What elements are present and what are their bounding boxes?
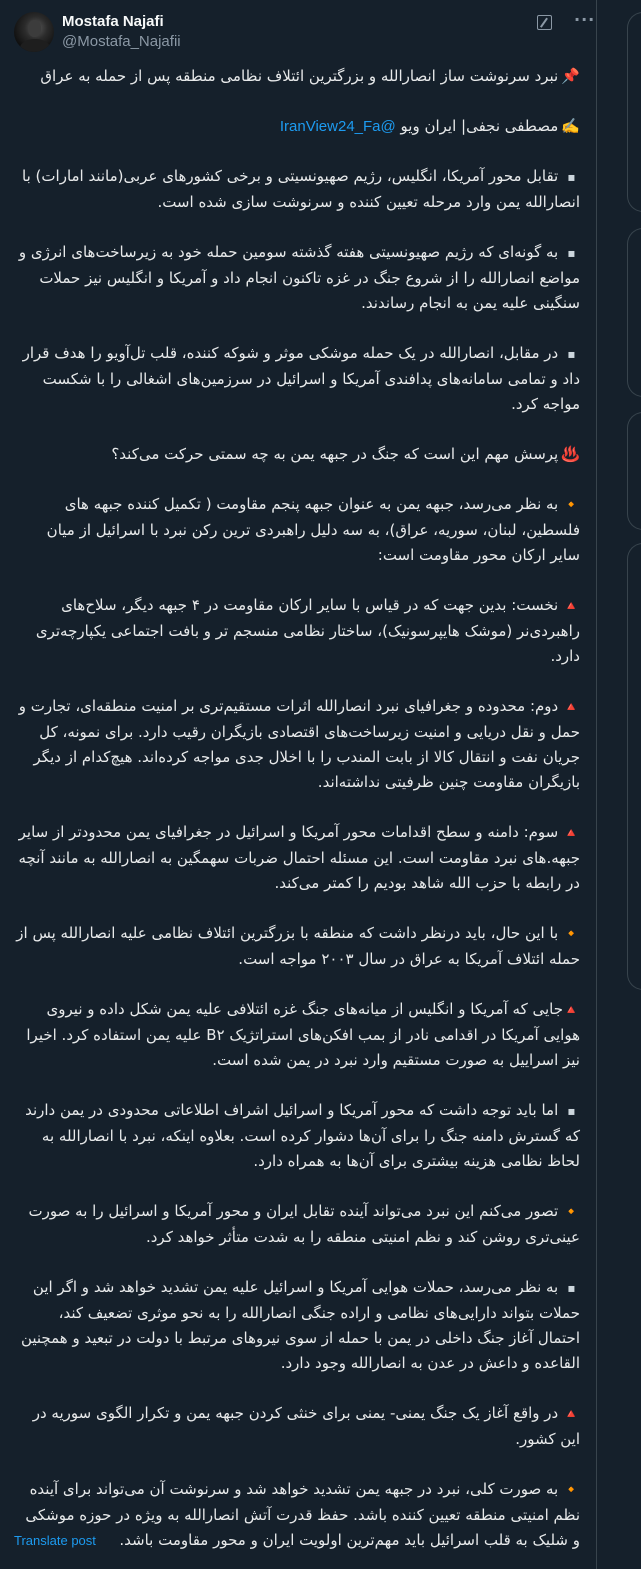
- paragraph-text: به نظر می‌رسد، جبهه یمن به عنوان جبهه پنجم مقاومت ( تکمیل کننده جبهه های فلسطین، لبنان، سوریه، عراق)، به سه دلیل راهبردی ترین رکن نبرد با اسرائیل از میان سایر ارکان محور مقاومت است:: [46, 495, 580, 564]
- author-names[interactable]: [62, 12, 181, 52]
- paragraph-text: اما باید توجه داشت که محور آمریکا و اسرائیل اشراف اطلاعاتی محدودی در یمن دارند که گسترش دامنه جنگ را برای آن‌ها دشوار کرده است. بعلاوه اینکه، نبرد با انصارالله به لحاظ نظامی هزینه بیشتری برای آن‌ها به همراه دارد.: [25, 1101, 580, 1170]
- translate-post-link[interactable]: Translate post: [14, 1533, 96, 1548]
- paragraph-text: در مقابل، انصارالله در یک حمله موشکی موثر و شوکه کننده، قلب تل‌آویو را هدف قرار داد و تمامی سامانه‌های پدافندی آمریکا و اسرائیل در سرزمین‌های اشغالی را با شکست مواجه کرد.: [22, 344, 580, 413]
- orange-diamond-icon: 🔸: [562, 926, 580, 942]
- avatar-shoulders-shape: [20, 39, 50, 52]
- paragraph-text: جایی که آمریکا و انگلیس از میانه‌های جنگ غزه ائتلافی علیه یمن شکل داده و نیروی هوایی آمریکا در اقدامی نادر از بمب افکن‌های استراتژیک B۲ علیه یمن استفاده کرد. اخیرا نیز اسراییل به صورت مستقیم وارد نبرد در یمن شده است.: [26, 1000, 580, 1069]
- column-divider: [596, 0, 597, 1569]
- sidebar-panel: [627, 412, 641, 530]
- red-triangle-icon: 🔺: [563, 1003, 580, 1018]
- red-triangle-icon: 🔺: [563, 700, 580, 715]
- square-bullet-icon: ▪: [567, 170, 576, 184]
- tweet-paragraph: [14, 64, 580, 89]
- paragraph-text: سوم: دامنه و سطح اقدامات محور آمریکا و اسرائیل در جغرافیای یمن محدودتر از سایر جبهه.های نبرد مقاومت است. این مسئله احتمال ضربات سهمگین به انصارالله به مانند آنچه در رابطه با حزب الله شاهد بودیم را کمتر می‌کند.: [18, 823, 580, 892]
- author-handle[interactable]: @Mostafa_Najafii: [62, 33, 181, 50]
- avatar-face-shape: [28, 20, 41, 37]
- tweet-header: [14, 10, 596, 52]
- tweet-paragraph: [14, 694, 580, 795]
- tweet-paragraph: [14, 921, 580, 972]
- mention-link[interactable]: @IranView24_Fa: [279, 118, 396, 135]
- sidebar-panel: [627, 228, 641, 397]
- author-display-name[interactable]: Mostafa Najafi: [62, 13, 164, 30]
- tweet-paragraph: [14, 997, 580, 1073]
- paragraph-text: دوم: محدوده و جغرافیای نبرد انصارالله اثرات مستقیم‌تری بر امنیت منطقه‌ای، تجارت و حمل و نقل دریایی و امنیت زیرساخت‌های اقتصادی بازیگران رقیب دارد. برای نمونه، کل جریان نفت و انتقال کالا از بابت المندب را با اخلال جدی مواجه کرده‌اند. هیچ‌کدام از دیگر بازیگران مقاومت چنین ظرفیتی نداشته‌اند.: [18, 697, 580, 791]
- tweet-paragraph: [14, 1098, 580, 1174]
- square-bullet-icon: ▪: [567, 1104, 576, 1118]
- more-icon[interactable]: ···: [574, 10, 596, 29]
- tweet-paragraph: [14, 114, 580, 139]
- pin-icon: 📌: [561, 67, 580, 85]
- tweet-paragraph: [14, 240, 580, 316]
- paragraph-text: نبرد سرنوشت ساز انصارالله و بزرگترین ائتلاف نظامی منطقه پس از حمله به عراق: [40, 67, 563, 85]
- hot-springs-icon: ♨️: [561, 445, 580, 463]
- square-bullet-icon: ▪: [567, 347, 576, 361]
- tweet-paragraph: [14, 1275, 580, 1376]
- square-bullet-icon: ▪: [567, 1281, 576, 1295]
- tweet-paragraph: [14, 593, 580, 669]
- orange-diamond-icon: 🔸: [562, 1204, 580, 1220]
- tweet-text: [14, 64, 580, 1553]
- paragraph-text: با این حال، باید درنظر داشت که منطقه با بزرگترین ائتلاف نظامی علیه انصارالله پس از حمله ائتلاف آمریکا به عراق در سال ۲۰۰۳ مواجه است.: [16, 924, 580, 968]
- tweet-paragraph: [14, 1477, 580, 1553]
- paragraph-text: به گونه‌ای که رژیم صهیونسیتی هفته گذشته سومین حمله خود به زیرساخت‌های انرژی و مواضع انصارالله را از شروع جنگ در غزه تاکنون انجام داد و آمریکا و انگلیس نیز حملات سنگینی علیه یمن به انجام رساندند.: [18, 243, 580, 312]
- sidebar-panel: [627, 543, 641, 990]
- paragraph-text: در واقع آغاز یک جنگ یمنی- یمنی برای خنثی کردن جبهه یمن و تکرار الگوی سوریه در این کشور.: [32, 1404, 580, 1448]
- writing-hand-icon: ✍️: [561, 117, 580, 135]
- tweet-paragraph: [14, 442, 580, 467]
- grok-icon[interactable]: [537, 15, 552, 30]
- paragraph-text: به صورت کلی، نبرد در جبهه یمن تشدید خواهد شد و سرنوشت آن می‌تواند برای آینده نظم امنیتی منطقه تعیین کننده باشد. حفظ قدرت آتش انصارالله به ویژه در حوزه موشکی و شلیک به قلب اسرائیل باید مهم‌ترین اولویت ایران و محور مقاومت باشد.: [25, 1480, 580, 1549]
- tweet-paragraph: [14, 492, 580, 568]
- paragraph-text: پرسش مهم این است که جنگ در جبهه یمن به چه سمتی حرکت می‌کند؟: [111, 445, 563, 463]
- avatar[interactable]: [14, 12, 54, 52]
- red-triangle-icon: 🔺: [563, 599, 580, 614]
- paragraph-text: نخست: بدین جهت که در قیاس با سایر ارکان مقاومت در ۴ جبهه دیگر، سلاح‌های راهبردی‌نر (موشک هایپرسونیک)، ساختار نظامی منسجم تر و بافت اجتماعی یکپارچه‌تری دارد.: [35, 596, 580, 665]
- square-bullet-icon: ▪: [567, 246, 576, 260]
- sidebar-panel: [627, 12, 641, 212]
- paragraph-text: تصور می‌کنم این نبرد می‌تواند آینده تقابل ایران و محور آمریکا و اسرائیل را به صورت عینی‌تری روشن کند و نظم امنیتی منطقه را به شدت متأثر خواهد کرد.: [28, 1202, 580, 1246]
- tweet-paragraph: [14, 164, 580, 215]
- red-triangle-icon: 🔺: [563, 826, 580, 841]
- tweet-paragraph: [14, 341, 580, 417]
- paragraph-text: مصطفی نجفی| ایران ویو: [395, 117, 563, 135]
- orange-diamond-icon: 🔸: [562, 497, 580, 513]
- orange-diamond-icon: 🔸: [562, 1482, 580, 1498]
- paragraph-text: تقابل محور آمریکا، انگلیس، رژیم صهیونسیتی و برخی کشورهای عربی(مانند امارات) با انصارالله یمن وارد مرحله تعیین کننده و سرنوشت سازی شده است.: [22, 167, 580, 211]
- tweet-paragraph: [14, 820, 580, 896]
- paragraph-text: به نظر می‌رسد، حملات هوایی آمریکا و اسرائیل علیه یمن تشدید خواهد شد و اگر این حملات بتواند دارایی‌های نظامی و اراده جنگی انصارالله را به نحو موثری تضعیف کند، احتمال آغاز جنگ داخلی در یمن با حمله از سوی نیروهای مرتبط با دولت در تبعید و همچنین القاعده و داعش در عدن به انصارالله وجود دارد.: [20, 1278, 580, 1372]
- tweet-paragraph: [14, 1199, 580, 1250]
- tweet-paragraph: [14, 1401, 580, 1452]
- red-triangle-icon: 🔺: [563, 1407, 580, 1422]
